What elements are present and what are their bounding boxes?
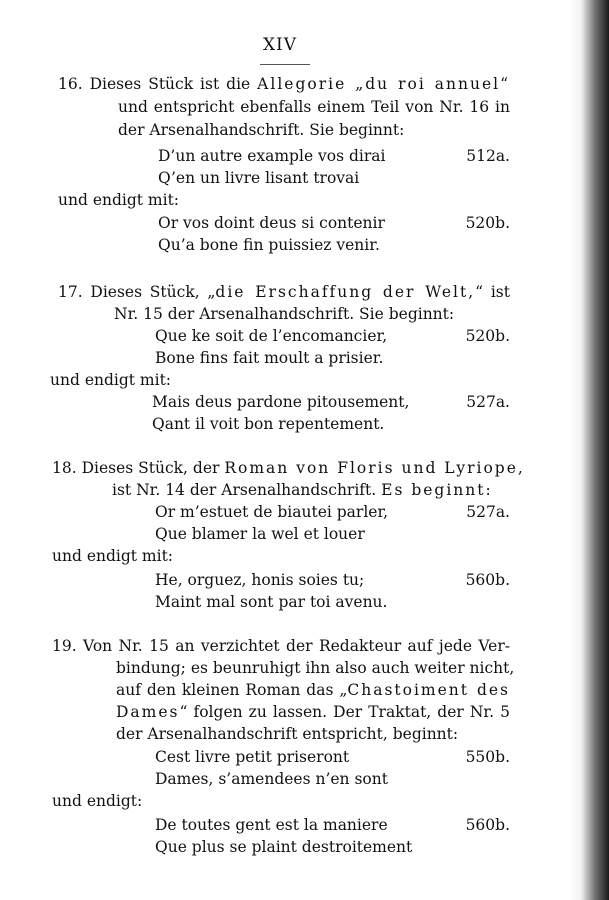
section-16-title: Allegorie „du roi annuel“ [257, 75, 510, 93]
section-18-end-label: und endigt mit: [52, 547, 174, 565]
section-18-title: Roman von Floris und Lyriope, [224, 459, 525, 477]
section-19-begin-verse-2: Dames, s’amendees n’en sont [155, 770, 388, 788]
section-16-begin-verse-2: Q’en un livre lisant trovai [158, 169, 360, 187]
section-16-end-verse-2: Qu’a bone fin puissiez venir. [158, 236, 380, 254]
section-18-line-2-text: ist Nr. 14 der Arsenalhandschrift. [112, 481, 382, 499]
section-18-end-verse-1: He, orguez, honis soies tu; [155, 571, 365, 589]
section-19-line-2: bindung; es beunruhigt ihn also auch weiter nicht, [116, 659, 515, 677]
section-17-title: die Erschaffung der Welt, [215, 283, 476, 301]
section-18-line-2 [112, 480, 493, 500]
section-17-line-1 [58, 282, 510, 302]
section-18-prefix: 18. Dieses Stück, der [52, 459, 225, 477]
section-16-begin-ref: 512a. [466, 147, 510, 165]
section-19-title-part-1: Chastoiment des [347, 681, 510, 699]
section-18-line-1 [52, 458, 525, 478]
section-16-begin-verse-1: D’un autre example vos dirai [158, 147, 386, 165]
section-16-line-3: der Arsenalhandschrift. Sie beginnt: [118, 121, 405, 139]
section-16-line-2: und entspricht ebenfalls einem Teil von Nr. 16 in [118, 98, 510, 116]
section-17-line-2: Nr. 15 der Arsenalhandschrift. Sie beginnt: [114, 305, 455, 323]
section-18-begin-verse-2: Que blamer la wel et louer [155, 525, 365, 543]
section-19-line-4 [116, 702, 510, 722]
section-17-prefix: 17. Dieses Stück, „ [58, 283, 216, 301]
section-16-text: 16. Dieses Stück ist die [58, 75, 258, 93]
section-17-end-label: und endigt mit: [50, 371, 172, 389]
section-16-line-1 [58, 74, 510, 94]
section-18-begin-verse-1: Or m’estuet de biautei parler, [155, 503, 389, 521]
section-19-line-1: 19. Von Nr. 15 an verzichtet der Redakteur auf jede Ver- [52, 637, 510, 655]
section-19-title-part-2: Dames [116, 703, 180, 721]
section-17-end-verse-2: Qant il voit bon repentement. [152, 415, 385, 433]
section-19-end-label: und endigt: [52, 792, 143, 810]
section-19-end-verse-1: De toutes gent est la maniere [155, 816, 388, 834]
section-19-line-3 [116, 680, 510, 700]
section-18-end-verse-2: Maint mal sont par toi avenu. [155, 593, 388, 611]
section-19-begin-verse-1: Cest livre petit priseront [155, 748, 350, 766]
section-17-suffix: “ ist [475, 283, 510, 301]
section-16-end-ref: 520b. [465, 214, 510, 232]
section-19-line-3-text: auf den kleinen Roman das „ [116, 681, 348, 699]
section-17-begin-verse-2: Bone fins fait moult a prisier. [155, 349, 384, 367]
section-18-begin-ref: 527a. [466, 503, 510, 521]
header-rule [260, 64, 310, 65]
section-17-begin-verse-1: Que ke soit de l’encomancier, [155, 327, 388, 345]
section-19-line-5: der Arsenalhandschrift entspricht, beginnt: [116, 725, 459, 743]
section-17-end-verse-1: Mais deus pardone pitousement, [152, 393, 410, 411]
book-spine-shadow [569, 0, 609, 900]
section-16-end-verse-1: Or vos doint deus si contenir [158, 214, 385, 232]
section-16-end-label: und endigt mit: [58, 191, 180, 209]
section-18-end-ref: 560b. [465, 571, 510, 589]
section-19-end-verse-2: Que plus se plaint destroitement [155, 838, 413, 856]
page-number: XIV [262, 35, 298, 55]
section-17-end-ref: 527a. [466, 393, 510, 411]
section-19-begin-ref: 550b. [465, 748, 510, 766]
section-17-begin-ref: 520b. [465, 327, 510, 345]
section-19-line-4-text: “ folgen zu lassen. Der Traktat, der Nr. 5 [179, 703, 510, 721]
section-19-end-ref: 560b. [465, 816, 510, 834]
section-18-begin-label: Es beginnt: [381, 481, 493, 499]
